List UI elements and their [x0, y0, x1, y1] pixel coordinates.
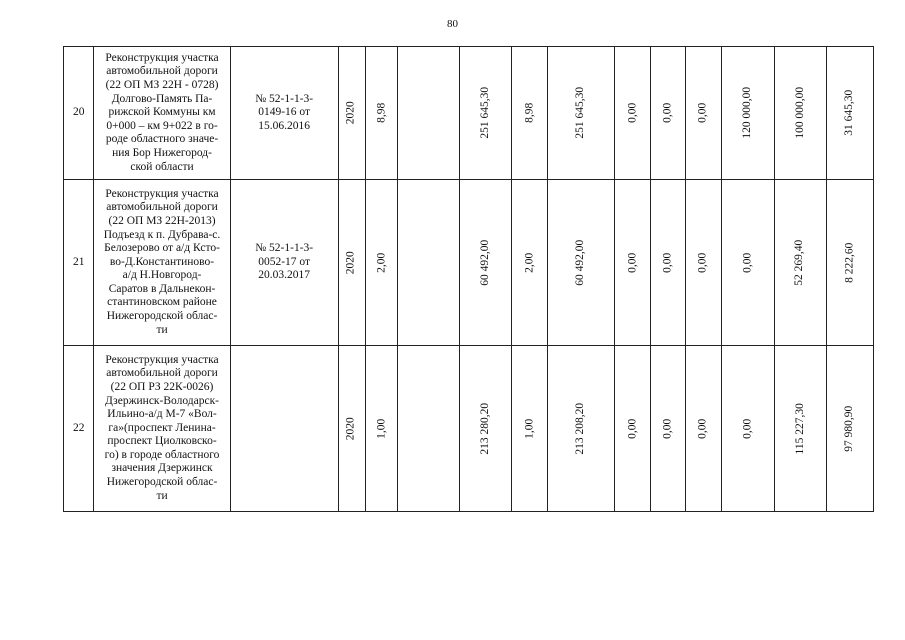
description-line: (22 ОП МЗ 22Н-2013)	[108, 214, 216, 227]
cell-value: 1,00	[523, 418, 536, 439]
document-reference	[230, 346, 338, 512]
cell-value: 0,00	[661, 418, 674, 439]
value-cell-4	[721, 346, 774, 512]
value-cell-3	[686, 47, 722, 180]
cell-value: 120 000,00	[740, 87, 753, 139]
value-cell-3	[686, 180, 722, 346]
row-number: 22	[64, 346, 94, 512]
length-cell	[366, 47, 398, 180]
value-cell-6	[827, 47, 874, 180]
length-cell	[366, 346, 398, 512]
description-line: автомобильной дороги	[106, 65, 218, 78]
value-cell-5	[774, 346, 827, 512]
cell-value: 0,00	[625, 418, 638, 439]
value-cell-5	[774, 47, 827, 180]
value-cell-6	[827, 346, 874, 512]
data-table	[63, 46, 905, 512]
description-line: Долгово-Память Па-	[111, 92, 213, 105]
value-cell-4	[721, 47, 774, 180]
cell-value: 2020	[345, 101, 358, 125]
value-cell-1	[615, 47, 651, 180]
document-reference	[230, 47, 338, 180]
value-cell-2	[651, 47, 686, 180]
description-line: Дзержинск-Володарск-	[105, 394, 220, 407]
description-line: автомобильной дороги	[106, 367, 218, 380]
cell-value: 115 227,30	[793, 402, 806, 455]
cell-value: 100 000,00	[793, 87, 806, 139]
cell-value: 213 208,20	[574, 402, 587, 455]
description-line: ской области	[130, 160, 194, 173]
cell-value: 0,00	[625, 102, 638, 124]
description-line: ти	[156, 323, 168, 336]
cell-value: 52 269,40	[793, 239, 806, 286]
cell-value: 1,00	[374, 418, 387, 439]
document-line: 15.06.2016	[258, 119, 311, 132]
cost2-cell	[548, 47, 615, 180]
value-cell-5	[774, 180, 827, 346]
row-number: 21	[64, 180, 94, 346]
cell-value: 2020	[345, 251, 358, 274]
description-line: во-Д.Константиново-	[109, 255, 215, 268]
document-line: № 52-1-1-3-	[255, 242, 314, 255]
description-line: Ильино-а/д М-7 «Вол-	[107, 408, 217, 421]
total-cost-cell	[398, 180, 459, 346]
description-line: рижской Коммуны км	[108, 106, 216, 119]
row-number: 20	[64, 47, 94, 180]
cell-value: 0,00	[696, 418, 709, 439]
cell-value: 2,00	[523, 252, 536, 273]
value-cell-3	[686, 346, 722, 512]
description-line: проспект Циолковско-	[107, 435, 217, 448]
value-cell-1	[615, 180, 651, 346]
description-line: го) в городе областного	[104, 448, 220, 461]
description-line: Саратов в Дальнекон-	[108, 282, 216, 295]
document-line: 20.03.2017	[258, 269, 311, 282]
description-line: (22 ОП МЗ 22Н - 0728)	[105, 79, 219, 92]
description-line: Белозерово от а/д Ксто-	[104, 242, 220, 255]
cell-value: 2020	[345, 417, 358, 440]
description-line: га»(проспект Ленина-	[108, 421, 216, 434]
cell-value: 0,00	[661, 252, 674, 273]
document-line: 0149-16 от	[258, 106, 311, 119]
estimated-cost-cell	[459, 180, 512, 346]
description-line: (22 ОП РЗ 22К-0026)	[110, 380, 214, 393]
table-row	[64, 47, 905, 180]
description-line: автомобильной дороги	[106, 201, 218, 214]
cell-value: 97 980,90	[843, 405, 856, 452]
value-cell-2	[651, 346, 686, 512]
cell-value: 8 222,60	[843, 242, 856, 283]
cell-value: 251 645,30	[574, 87, 587, 139]
value-cell-6	[827, 180, 874, 346]
description-line: роде областного значе-	[105, 133, 219, 146]
description-line: 0+000 – км 9+022 в го-	[106, 119, 218, 132]
cell-value: 60 492,00	[574, 239, 587, 286]
length2-cell	[512, 346, 548, 512]
description-line: Нижегородской облас-	[106, 476, 218, 489]
length2-cell	[512, 180, 548, 346]
length-cell	[366, 180, 398, 346]
description-line: стантиновском районе	[107, 296, 217, 309]
description-line: значения Дзержинск	[111, 462, 213, 475]
object-description	[94, 346, 230, 512]
description-line: Нижегородской облас-	[106, 310, 218, 323]
estimated-cost-cell	[459, 47, 512, 180]
description-line: Реконструкция участка	[105, 51, 219, 64]
value-cell-1	[615, 346, 651, 512]
total-cost-cell	[398, 346, 459, 512]
document-reference	[230, 180, 338, 346]
cell-value: 31 645,30	[843, 90, 856, 136]
table-row	[64, 346, 905, 512]
cell-value: 8,98	[523, 102, 536, 124]
total-cost-cell	[398, 47, 459, 180]
cell-value: 251 645,30	[478, 87, 491, 139]
estimated-cost-cell	[459, 346, 512, 512]
year-cell	[338, 180, 365, 346]
cell-value: 2,00	[374, 252, 387, 273]
length2-cell	[512, 47, 548, 180]
value-cell-2	[651, 180, 686, 346]
cell-value: 0,00	[696, 252, 709, 273]
document-line: 0052-17 от	[258, 255, 311, 268]
description-line: ния Бор Нижегород-	[112, 146, 212, 159]
cell-value: 60 492,00	[478, 239, 491, 286]
cost2-cell	[548, 346, 615, 512]
description-line: Подъезд к п. Дубрава-с.	[103, 228, 221, 241]
cell-value: 8,98	[374, 102, 387, 124]
value-cell-4	[721, 180, 774, 346]
year-cell	[338, 47, 365, 180]
cell-value: 0,00	[696, 102, 709, 124]
cell-value: 0,00	[740, 252, 753, 273]
description-line: а/д Н.Новгород-	[122, 269, 202, 282]
year-cell	[338, 346, 365, 512]
cell-value: 0,00	[740, 418, 753, 439]
cell-value: 0,00	[661, 102, 674, 124]
description-line: Реконструкция участка	[105, 187, 219, 200]
cost2-cell	[548, 180, 615, 346]
cell-value: 213 280,20	[478, 402, 491, 455]
object-description	[94, 47, 230, 180]
cell-value: 0,00	[625, 252, 638, 273]
object-description	[94, 180, 230, 346]
description-line: Реконструкция участка	[105, 353, 219, 366]
table-row	[64, 180, 905, 346]
description-line: ти	[156, 489, 168, 502]
page-number: 80	[447, 18, 458, 30]
document-line: № 52-1-1-3-	[255, 92, 314, 105]
